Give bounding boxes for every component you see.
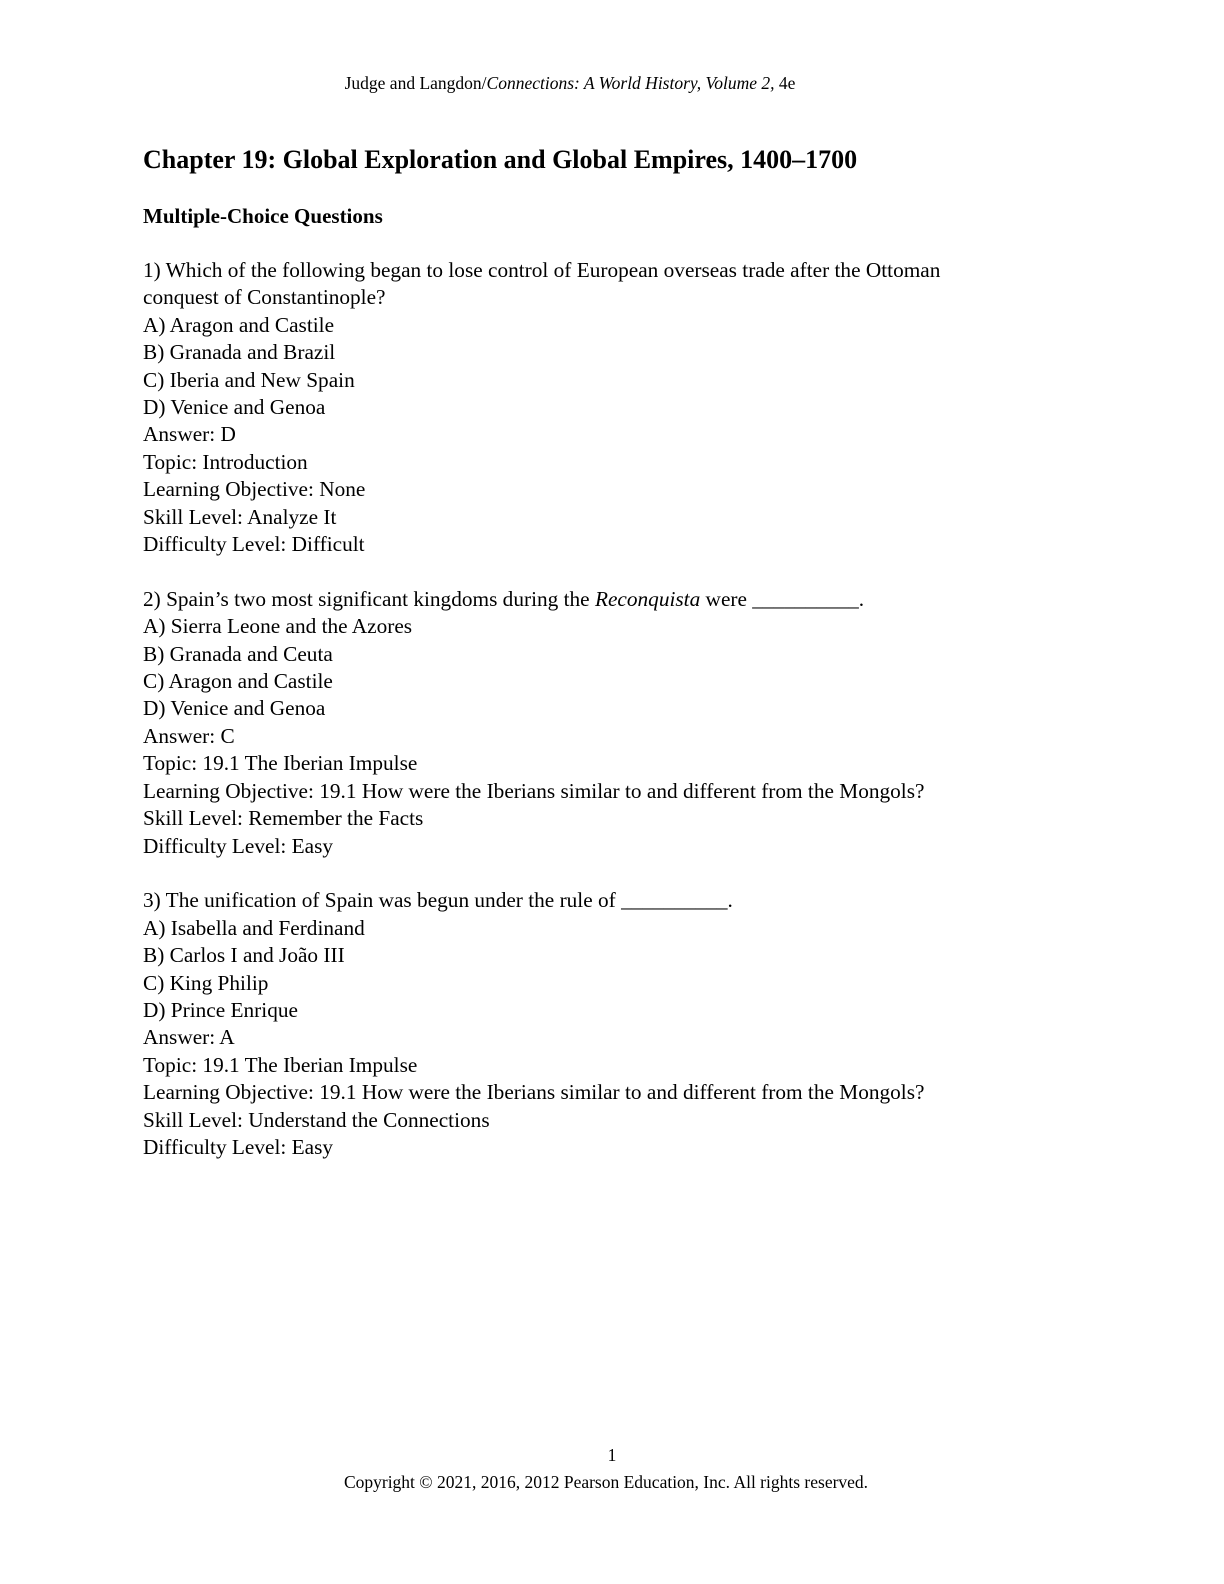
- page-number: 1: [607, 1445, 617, 1465]
- skill-level: Skill Level: Analyze It: [143, 504, 337, 529]
- topic: Topic: 19.1 The Iberian Impulse: [143, 751, 418, 776]
- option-b: B) Granada and Ceuta: [143, 641, 333, 666]
- difficulty-level: Difficulty Level: Difficult: [143, 532, 365, 557]
- running-header: [0, 72, 1140, 94]
- question-2: [143, 586, 1073, 860]
- header-edition: 4e: [774, 73, 796, 93]
- topic: Topic: Introduction: [143, 449, 308, 474]
- option-d: D) Venice and Genoa: [143, 395, 326, 420]
- question-1: [143, 257, 1073, 558]
- question-stem: 3) The unification of Spain was begun under the rule of __________.: [143, 888, 733, 913]
- question-stem: 1) Which of the following began to lose control of European overseas trade after the Ottoman: [143, 258, 941, 282]
- answer: Answer: D: [143, 422, 236, 447]
- topic: Topic: 19.1 The Iberian Impulse: [143, 1052, 418, 1077]
- option-d: D) Venice and Genoa: [143, 696, 326, 721]
- option-c: C) Aragon and Castile: [143, 669, 333, 694]
- option-a: A) Aragon and Castile: [143, 312, 335, 337]
- learning-objective: Learning Objective: None: [143, 477, 366, 502]
- difficulty-level: Difficulty Level: Easy: [143, 1134, 334, 1159]
- difficulty-level: Difficulty Level: Easy: [143, 833, 334, 858]
- stem-text-before: 2) Spain’s two most significant kingdoms during the: [143, 586, 595, 611]
- option-d: D) Prince Enrique: [143, 997, 298, 1022]
- header-book-title: Connections: A World History, Volume 2,: [486, 73, 775, 93]
- stem-italic-term: Reconquista: [594, 586, 701, 611]
- option-c: C) Iberia and New Spain: [143, 367, 355, 392]
- skill-level: Skill Level: Understand the Connections: [143, 1107, 490, 1132]
- question-stem-continued: conquest of Constantinople?: [143, 285, 386, 310]
- questions-list: [143, 257, 1073, 1189]
- option-b: B) Granada and Brazil: [143, 340, 336, 365]
- learning-objective: Learning Objective: 19.1 How were the Iberians similar to and different from the Mongols?: [143, 1080, 925, 1105]
- question-stem: [143, 586, 1073, 613]
- chapter-title: Chapter 19: Global Exploration and Global Empires, 1400–1700: [143, 145, 858, 174]
- option-c: C) King Philip: [143, 970, 269, 995]
- option-b: B) Carlos I and João III: [143, 943, 345, 968]
- answer: Answer: A: [143, 1025, 235, 1050]
- answer: Answer: C: [143, 723, 235, 748]
- section-heading: Multiple-Choice Questions: [143, 204, 383, 228]
- question-3: [143, 887, 1073, 1161]
- copyright-notice: Copyright © 2021, 2016, 2012 Pearson Education, Inc. All rights reserved.: [343, 1472, 869, 1492]
- option-a: A) Sierra Leone and the Azores: [143, 614, 413, 639]
- stem-text-after: were __________.: [700, 586, 865, 611]
- skill-level: Skill Level: Remember the Facts: [143, 806, 424, 831]
- learning-objective: Learning Objective: 19.1 How were the Iberians similar to and different from the Mongols?: [143, 778, 925, 803]
- option-a: A) Isabella and Ferdinand: [143, 915, 365, 940]
- header-authors: Judge and Langdon/: [344, 73, 487, 93]
